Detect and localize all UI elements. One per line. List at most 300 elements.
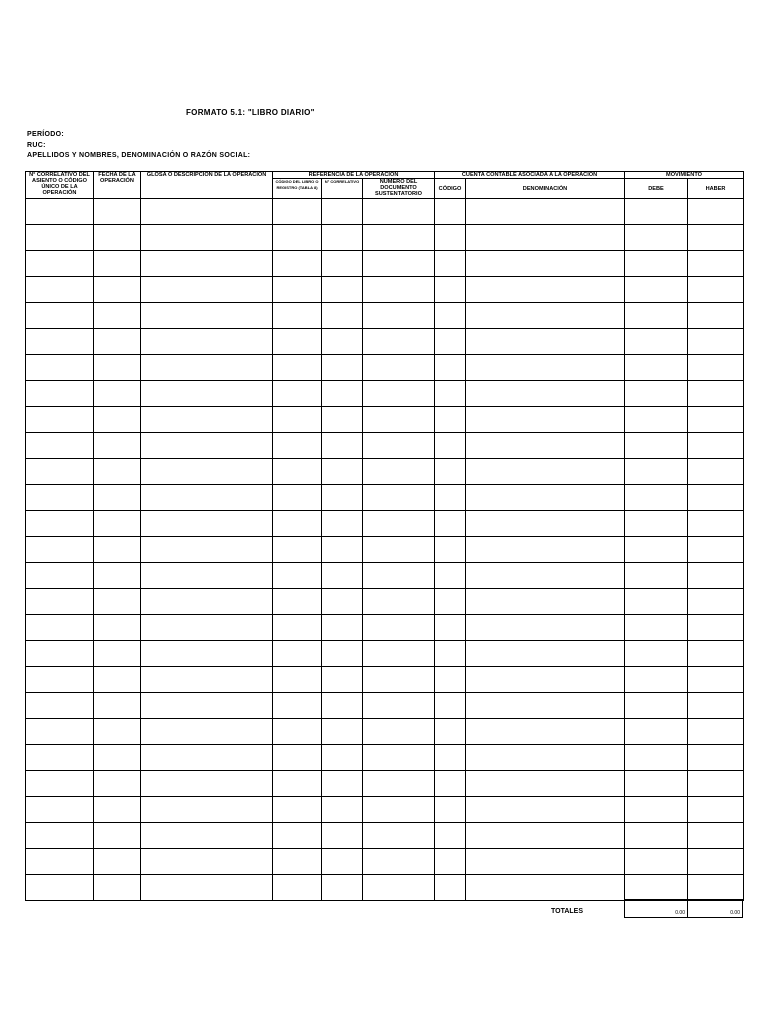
table-cell[interactable] — [466, 693, 625, 719]
table-cell[interactable] — [466, 329, 625, 355]
table-cell[interactable] — [435, 407, 466, 433]
total-debe: 0.00 — [624, 899, 688, 918]
table-cell[interactable] — [688, 667, 744, 693]
table-cell[interactable] — [688, 693, 744, 719]
table-cell[interactable] — [466, 615, 625, 641]
table-cell[interactable] — [26, 329, 94, 355]
table-cell[interactable] — [273, 537, 322, 563]
table-cell[interactable] — [322, 303, 363, 329]
movimiento-group-header: MOVIMIENTO — [625, 172, 744, 179]
table-cell[interactable] — [363, 745, 435, 771]
table-cell[interactable] — [625, 875, 688, 901]
table-cell[interactable] — [688, 303, 744, 329]
table-cell[interactable] — [466, 485, 625, 511]
table-cell[interactable] — [141, 641, 273, 667]
table-cell[interactable] — [625, 355, 688, 381]
table-cell[interactable] — [141, 381, 273, 407]
table-cell[interactable] — [322, 823, 363, 849]
table-cell[interactable] — [625, 667, 688, 693]
table-cell[interactable] — [688, 745, 744, 771]
table-cell[interactable] — [363, 329, 435, 355]
table-row — [26, 563, 744, 589]
table-cell[interactable] — [363, 797, 435, 823]
table-cell[interactable] — [94, 225, 141, 251]
table-cell[interactable] — [273, 433, 322, 459]
table-cell[interactable] — [141, 199, 273, 225]
table-cell[interactable] — [322, 511, 363, 537]
table-cell[interactable] — [141, 667, 273, 693]
table-cell[interactable] — [322, 875, 363, 901]
table-cell[interactable] — [466, 459, 625, 485]
table-cell[interactable] — [688, 199, 744, 225]
table-cell[interactable] — [141, 329, 273, 355]
table-cell[interactable] — [141, 693, 273, 719]
table-cell[interactable] — [273, 277, 322, 303]
table-cell[interactable] — [273, 589, 322, 615]
col-numero-correlativo-header: N° CORRELATIVO — [322, 179, 363, 199]
table-cell[interactable] — [273, 849, 322, 875]
table-cell[interactable] — [625, 511, 688, 537]
table-cell[interactable] — [688, 511, 744, 537]
table-cell[interactable] — [435, 381, 466, 407]
table-cell[interactable] — [435, 225, 466, 251]
table-cell[interactable] — [688, 797, 744, 823]
table-cell[interactable] — [322, 563, 363, 589]
table-cell[interactable] — [435, 277, 466, 303]
table-cell[interactable] — [273, 485, 322, 511]
table-cell[interactable] — [141, 875, 273, 901]
table-cell[interactable] — [26, 433, 94, 459]
referencia-group-header: REFERENCIA DE LA OPERACIÓN — [273, 172, 435, 179]
table-cell[interactable] — [363, 251, 435, 277]
table-cell[interactable] — [466, 355, 625, 381]
table-cell[interactable] — [26, 485, 94, 511]
table-cell[interactable] — [466, 745, 625, 771]
table-cell[interactable] — [363, 615, 435, 641]
table-row — [26, 277, 744, 303]
table-cell[interactable] — [688, 849, 744, 875]
table-cell[interactable] — [625, 563, 688, 589]
table-row — [26, 641, 744, 667]
table-cell[interactable] — [26, 199, 94, 225]
table-cell[interactable] — [94, 719, 141, 745]
table-cell[interactable] — [94, 433, 141, 459]
table-cell[interactable] — [625, 303, 688, 329]
table-cell[interactable] — [466, 407, 625, 433]
document-title: FORMATO 5.1: "LIBRO DIARIO" — [186, 108, 315, 117]
table-cell[interactable] — [688, 823, 744, 849]
table-cell[interactable] — [625, 745, 688, 771]
table-row — [26, 745, 744, 771]
table-cell[interactable] — [322, 485, 363, 511]
table-cell[interactable] — [273, 251, 322, 277]
table-cell[interactable] — [363, 381, 435, 407]
table-cell[interactable] — [322, 537, 363, 563]
table-cell[interactable] — [466, 589, 625, 615]
table-cell[interactable] — [688, 251, 744, 277]
table-cell[interactable] — [26, 381, 94, 407]
table-cell[interactable] — [466, 641, 625, 667]
table-cell[interactable] — [94, 849, 141, 875]
table-cell[interactable] — [435, 485, 466, 511]
table-cell[interactable] — [26, 251, 94, 277]
table-cell[interactable] — [435, 433, 466, 459]
table-cell[interactable] — [94, 485, 141, 511]
table-cell[interactable] — [625, 797, 688, 823]
table-cell[interactable] — [273, 693, 322, 719]
table-cell[interactable] — [26, 875, 94, 901]
table-cell[interactable] — [94, 511, 141, 537]
table-cell[interactable] — [688, 355, 744, 381]
table-cell[interactable] — [363, 589, 435, 615]
table-cell[interactable] — [435, 589, 466, 615]
table-cell[interactable] — [688, 485, 744, 511]
table-cell[interactable] — [435, 303, 466, 329]
table-cell[interactable] — [94, 693, 141, 719]
table-cell[interactable] — [26, 667, 94, 693]
table-cell[interactable] — [322, 667, 363, 693]
table-cell[interactable] — [625, 589, 688, 615]
table-cell[interactable] — [435, 693, 466, 719]
table-cell[interactable] — [94, 589, 141, 615]
table-cell[interactable] — [435, 719, 466, 745]
table-cell[interactable] — [625, 641, 688, 667]
table-row — [26, 511, 744, 537]
table-cell[interactable] — [435, 875, 466, 901]
table-cell[interactable] — [94, 797, 141, 823]
table-row — [26, 433, 744, 459]
table-cell[interactable] — [94, 303, 141, 329]
table-cell[interactable] — [435, 251, 466, 277]
table-cell[interactable] — [141, 771, 273, 797]
table-cell[interactable] — [435, 355, 466, 381]
table-cell[interactable] — [94, 537, 141, 563]
table-cell[interactable] — [141, 849, 273, 875]
table-cell[interactable] — [363, 199, 435, 225]
table-cell[interactable] — [273, 875, 322, 901]
table-cell[interactable] — [466, 667, 625, 693]
table-cell[interactable] — [363, 303, 435, 329]
table-cell[interactable] — [625, 615, 688, 641]
table-cell[interactable] — [26, 797, 94, 823]
table-cell[interactable] — [273, 615, 322, 641]
table-cell[interactable] — [322, 433, 363, 459]
table-cell[interactable] — [26, 303, 94, 329]
table-cell[interactable] — [435, 745, 466, 771]
table-cell[interactable] — [363, 407, 435, 433]
table-cell[interactable] — [363, 641, 435, 667]
table-cell[interactable] — [625, 693, 688, 719]
table-cell[interactable] — [363, 771, 435, 797]
table-cell[interactable] — [141, 615, 273, 641]
table-cell[interactable] — [363, 511, 435, 537]
table-cell[interactable] — [688, 589, 744, 615]
table-cell[interactable] — [273, 797, 322, 823]
table-cell[interactable] — [273, 771, 322, 797]
table-cell[interactable] — [94, 771, 141, 797]
table-cell[interactable] — [466, 511, 625, 537]
table-cell[interactable] — [435, 459, 466, 485]
table-cell[interactable] — [141, 589, 273, 615]
table-cell[interactable] — [625, 277, 688, 303]
table-cell[interactable] — [363, 849, 435, 875]
table-cell[interactable] — [322, 277, 363, 303]
table-cell[interactable] — [688, 459, 744, 485]
table-cell[interactable] — [363, 459, 435, 485]
table-cell[interactable] — [141, 563, 273, 589]
table-cell[interactable] — [466, 849, 625, 875]
table-cell[interactable] — [273, 225, 322, 251]
table-cell[interactable] — [363, 225, 435, 251]
table-cell[interactable] — [466, 771, 625, 797]
table-cell[interactable] — [94, 355, 141, 381]
libro-diario-table — [25, 171, 744, 901]
table-cell[interactable] — [273, 355, 322, 381]
table-cell[interactable] — [625, 719, 688, 745]
table-cell[interactable] — [94, 251, 141, 277]
table-cell[interactable] — [322, 329, 363, 355]
table-cell[interactable] — [322, 771, 363, 797]
table-cell[interactable] — [435, 641, 466, 667]
table-cell[interactable] — [435, 199, 466, 225]
table-cell[interactable] — [26, 355, 94, 381]
table-cell[interactable] — [322, 849, 363, 875]
table-cell[interactable] — [688, 719, 744, 745]
table-row — [26, 771, 744, 797]
table-cell[interactable] — [273, 563, 322, 589]
table-cell[interactable] — [141, 797, 273, 823]
table-cell[interactable] — [26, 771, 94, 797]
table-cell[interactable] — [94, 381, 141, 407]
table-cell[interactable] — [94, 277, 141, 303]
table-cell[interactable] — [625, 329, 688, 355]
table-row — [26, 667, 744, 693]
table-cell[interactable] — [625, 849, 688, 875]
table-cell[interactable] — [466, 381, 625, 407]
table-cell[interactable] — [141, 251, 273, 277]
table-cell[interactable] — [688, 277, 744, 303]
table-cell[interactable] — [26, 615, 94, 641]
table-cell[interactable] — [94, 745, 141, 771]
table-cell[interactable] — [322, 693, 363, 719]
table-cell[interactable] — [466, 823, 625, 849]
table-cell[interactable] — [141, 225, 273, 251]
table-cell[interactable] — [94, 407, 141, 433]
table-cell[interactable] — [625, 485, 688, 511]
col-codigo-header: CÓDIGO — [435, 179, 466, 199]
table-cell[interactable] — [94, 563, 141, 589]
table-cell[interactable] — [273, 459, 322, 485]
table-cell[interactable] — [141, 407, 273, 433]
table-cell[interactable] — [466, 277, 625, 303]
table-cell[interactable] — [688, 407, 744, 433]
table-row — [26, 615, 744, 641]
table-cell[interactable] — [322, 355, 363, 381]
table-cell[interactable] — [26, 563, 94, 589]
table-row — [26, 407, 744, 433]
table-cell[interactable] — [466, 537, 625, 563]
col-codigo-libro-header: CÓDIGO DEL LIBRO O REGISTRO (TABLA 8) — [273, 179, 322, 199]
ledger-body — [26, 199, 744, 901]
table-row — [26, 355, 744, 381]
table-cell[interactable] — [466, 251, 625, 277]
table-cell[interactable] — [466, 433, 625, 459]
table-cell[interactable] — [363, 537, 435, 563]
table-cell[interactable] — [26, 225, 94, 251]
table-cell[interactable] — [466, 303, 625, 329]
table-cell[interactable] — [435, 797, 466, 823]
table-cell[interactable] — [141, 277, 273, 303]
table-cell[interactable] — [466, 225, 625, 251]
table-cell[interactable] — [688, 433, 744, 459]
table-cell[interactable] — [322, 407, 363, 433]
table-cell[interactable] — [435, 771, 466, 797]
table-cell[interactable] — [688, 615, 744, 641]
table-cell[interactable] — [322, 615, 363, 641]
table-cell[interactable] — [26, 589, 94, 615]
table-cell[interactable] — [322, 589, 363, 615]
table-cell[interactable] — [322, 797, 363, 823]
table-cell[interactable] — [688, 381, 744, 407]
totals-label: TOTALES — [551, 908, 584, 915]
table-cell[interactable] — [322, 459, 363, 485]
table-cell[interactable] — [273, 329, 322, 355]
table-cell[interactable] — [26, 745, 94, 771]
table-cell[interactable] — [26, 459, 94, 485]
table-cell[interactable] — [273, 303, 322, 329]
table-cell[interactable] — [94, 459, 141, 485]
table-cell[interactable] — [94, 329, 141, 355]
table-cell[interactable] — [688, 537, 744, 563]
table-cell[interactable] — [94, 641, 141, 667]
table-row — [26, 875, 744, 901]
table-cell[interactable] — [625, 823, 688, 849]
table-cell[interactable] — [322, 745, 363, 771]
table-cell[interactable] — [273, 719, 322, 745]
table-cell[interactable] — [466, 719, 625, 745]
table-cell[interactable] — [26, 849, 94, 875]
table-cell[interactable] — [322, 641, 363, 667]
table-cell[interactable] — [625, 199, 688, 225]
col-fecha-header: FECHA DE LA OPERACIÓN — [94, 172, 141, 199]
table-cell[interactable] — [625, 537, 688, 563]
table-cell[interactable] — [94, 199, 141, 225]
table-cell[interactable] — [363, 693, 435, 719]
table-cell[interactable] — [363, 875, 435, 901]
table-cell[interactable] — [141, 823, 273, 849]
table-cell[interactable] — [688, 641, 744, 667]
table-cell[interactable] — [26, 537, 94, 563]
col-glosa-header: GLOSA O DESCRIPCIÓN DE LA OPERACIÓN — [141, 172, 273, 199]
table-cell[interactable] — [625, 459, 688, 485]
table-cell[interactable] — [322, 225, 363, 251]
table-cell[interactable] — [363, 563, 435, 589]
table-cell[interactable] — [688, 225, 744, 251]
table-cell[interactable] — [26, 693, 94, 719]
ruc-label: RUC: — [27, 142, 46, 149]
table-cell[interactable] — [625, 251, 688, 277]
table-cell[interactable] — [273, 641, 322, 667]
table-cell[interactable] — [363, 433, 435, 459]
table-cell[interactable] — [363, 823, 435, 849]
table-cell[interactable] — [273, 667, 322, 693]
table-cell[interactable] — [322, 719, 363, 745]
table-cell[interactable] — [322, 381, 363, 407]
table-cell[interactable] — [625, 771, 688, 797]
table-cell[interactable] — [26, 407, 94, 433]
table-cell[interactable] — [466, 875, 625, 901]
table-cell[interactable] — [141, 485, 273, 511]
table-cell[interactable] — [26, 277, 94, 303]
table-cell[interactable] — [435, 511, 466, 537]
table-cell[interactable] — [141, 745, 273, 771]
table-cell[interactable] — [94, 875, 141, 901]
table-cell[interactable] — [466, 797, 625, 823]
col-debe-header: DEBE — [625, 179, 688, 199]
table-cell[interactable] — [363, 355, 435, 381]
table-cell[interactable] — [141, 303, 273, 329]
table-cell[interactable] — [625, 407, 688, 433]
table-cell[interactable] — [435, 563, 466, 589]
table-cell[interactable] — [688, 875, 744, 901]
total-haber: 0.00 — [687, 899, 743, 918]
table-cell[interactable] — [435, 537, 466, 563]
table-cell[interactable] — [273, 823, 322, 849]
table-cell[interactable] — [273, 511, 322, 537]
table-cell[interactable] — [141, 511, 273, 537]
table-cell[interactable] — [435, 329, 466, 355]
table-cell[interactable] — [322, 251, 363, 277]
table-row — [26, 589, 744, 615]
table-cell[interactable] — [273, 381, 322, 407]
table-cell[interactable] — [435, 823, 466, 849]
table-cell[interactable] — [26, 641, 94, 667]
table-cell[interactable] — [94, 823, 141, 849]
table-cell[interactable] — [435, 667, 466, 693]
table-cell[interactable] — [322, 199, 363, 225]
table-cell[interactable] — [435, 615, 466, 641]
table-cell[interactable] — [688, 771, 744, 797]
table-cell[interactable] — [625, 225, 688, 251]
table-cell[interactable] — [26, 719, 94, 745]
table-cell[interactable] — [141, 355, 273, 381]
table-cell[interactable] — [141, 719, 273, 745]
col-haber-header: HABER — [688, 179, 744, 199]
table-cell[interactable] — [26, 511, 94, 537]
table-cell[interactable] — [141, 433, 273, 459]
table-cell[interactable] — [625, 381, 688, 407]
table-cell[interactable] — [466, 199, 625, 225]
table-cell[interactable] — [26, 823, 94, 849]
table-cell[interactable] — [141, 459, 273, 485]
table-cell[interactable] — [141, 537, 273, 563]
table-cell[interactable] — [363, 485, 435, 511]
table-row — [26, 329, 744, 355]
table-cell[interactable] — [363, 667, 435, 693]
table-cell[interactable] — [466, 563, 625, 589]
table-cell[interactable] — [363, 719, 435, 745]
table-cell[interactable] — [688, 563, 744, 589]
table-cell[interactable] — [94, 615, 141, 641]
table-cell[interactable] — [273, 407, 322, 433]
table-cell[interactable] — [688, 329, 744, 355]
table-cell[interactable] — [625, 433, 688, 459]
table-cell[interactable] — [94, 667, 141, 693]
table-cell[interactable] — [273, 745, 322, 771]
table-cell[interactable] — [363, 277, 435, 303]
table-cell[interactable] — [435, 849, 466, 875]
table-cell[interactable] — [273, 199, 322, 225]
